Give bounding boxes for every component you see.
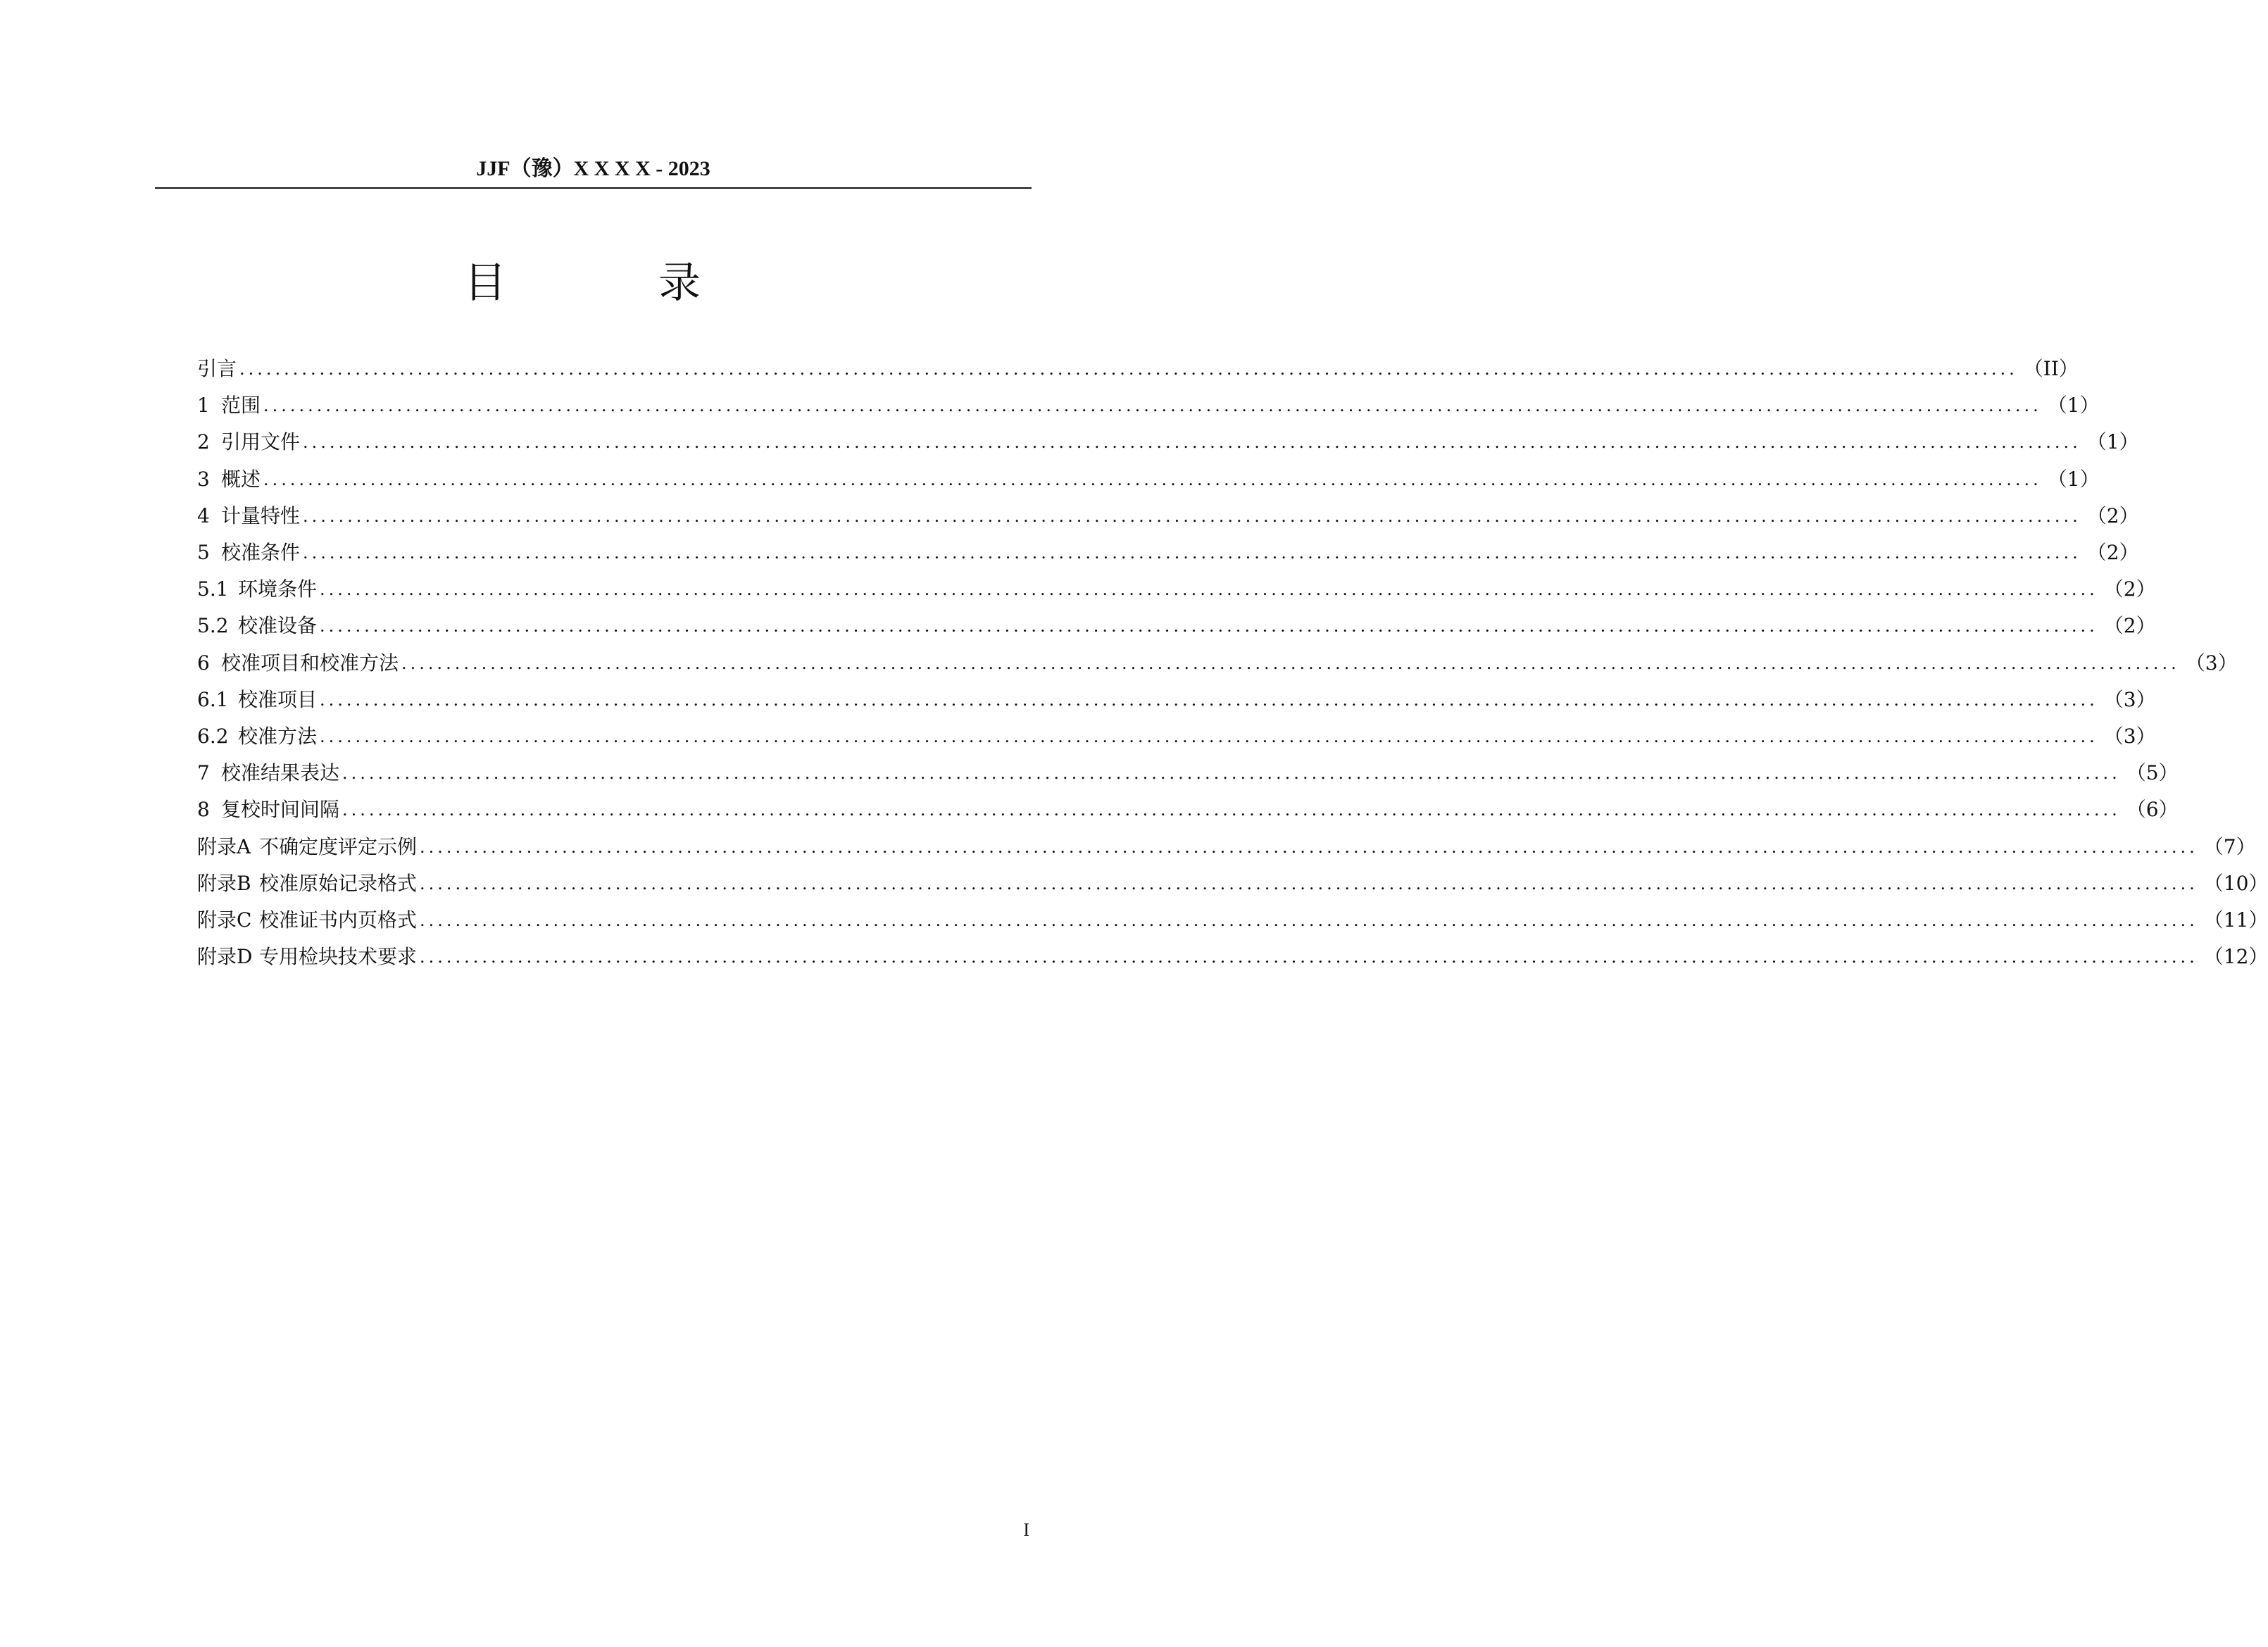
toc-entry-number: 6.2 bbox=[197, 724, 229, 748]
toc-entry-number: 8 bbox=[197, 798, 210, 822]
toc-entry-label bbox=[197, 612, 317, 640]
toc-entry-label bbox=[197, 686, 317, 714]
toc-entry-page: （6） bbox=[2126, 798, 2179, 822]
toc-entry-page: （3） bbox=[2103, 724, 2156, 748]
toc-dot-leader: ........................................................................................................................................................................................................ bbox=[342, 800, 2121, 820]
toc-entry-label bbox=[197, 833, 417, 861]
toc-entry-text: 校准项目 bbox=[238, 687, 318, 711]
toc-dot-leader: ........................................................................................................................................................................................................ bbox=[320, 689, 2098, 710]
toc-entry-page: （1） bbox=[2086, 430, 2139, 454]
toc-dot-leader: ........................................................................................................................................................................................................ bbox=[320, 580, 2098, 600]
toc-entry[interactable] bbox=[197, 498, 2139, 534]
toc-entry-number: 6.1 bbox=[197, 687, 229, 711]
toc-dot-leader: ........................................................................................................................................................................................................ bbox=[420, 910, 2198, 930]
toc-entry[interactable] bbox=[197, 755, 2179, 791]
toc-entry-page: （2） bbox=[2103, 577, 2156, 601]
toc-entry-number: 5 bbox=[197, 541, 210, 565]
toc-entry-number: 附录C bbox=[197, 908, 252, 932]
toc-entry-page: （II） bbox=[2023, 357, 2079, 381]
toc-title bbox=[0, 255, 1165, 311]
toc-dot-leader: ........................................................................................................................................................................................................ bbox=[420, 873, 2198, 894]
toc-entry-page: （3） bbox=[2185, 651, 2238, 675]
toc-entry-label bbox=[197, 465, 261, 494]
toc-entry-text: 不确定度评定示例 bbox=[259, 834, 418, 858]
toc-entry-number: 4 bbox=[197, 503, 210, 527]
toc-entry-number: 附录B bbox=[197, 871, 251, 895]
toc-entry[interactable] bbox=[197, 791, 2179, 828]
toc-dot-leader: ........................................................................................................................................................................................................ bbox=[239, 359, 2018, 380]
toc-entry-text: 范围 bbox=[221, 394, 261, 418]
toc-entry-text: 校准设备 bbox=[238, 614, 318, 638]
toc-dot-leader: ........................................................................................................................................................................................................ bbox=[401, 653, 2180, 673]
toc-entry-page: （2） bbox=[2086, 503, 2139, 527]
toc-entry-text: 校准项目和校准方法 bbox=[221, 651, 399, 675]
toc-entry-number: 3 bbox=[197, 467, 210, 491]
toc-entry-label bbox=[197, 355, 237, 383]
toc-entry-number: 附录A bbox=[197, 834, 251, 858]
toc-entry-text: 校准方法 bbox=[238, 724, 318, 748]
toc-entry-text: 校准证书内页格式 bbox=[259, 908, 418, 932]
toc-entry-number: 5.2 bbox=[197, 614, 229, 638]
toc-entry[interactable] bbox=[197, 534, 2139, 571]
page-number: I bbox=[1023, 1520, 1029, 1540]
toc-entry-label bbox=[197, 870, 417, 898]
toc-entry-text: 计量特性 bbox=[221, 503, 301, 527]
toc-entry-page: （3） bbox=[2103, 687, 2156, 711]
toc-entry[interactable] bbox=[197, 608, 2156, 644]
toc-entry-label bbox=[197, 502, 300, 530]
toc-dot-leader: ........................................................................................................................................................................................................ bbox=[320, 726, 2098, 746]
toc-entry[interactable] bbox=[197, 902, 2268, 939]
toc-entry[interactable] bbox=[197, 939, 2268, 975]
toc-entry[interactable] bbox=[197, 682, 2156, 718]
toc-entry[interactable] bbox=[197, 865, 2268, 902]
toc-entry-text: 环境条件 bbox=[238, 577, 318, 601]
toc-dot-leader: ........................................................................................................................................................................................................ bbox=[342, 763, 2121, 784]
toc-entry-page: （1） bbox=[2047, 394, 2100, 418]
toc-entry-label bbox=[197, 943, 417, 971]
toc-entry-label bbox=[197, 759, 339, 787]
toc-entry-page: （5） bbox=[2126, 761, 2179, 785]
toc-dot-leader: ........................................................................................................................................................................................................ bbox=[420, 837, 2198, 857]
toc-entry-label bbox=[197, 796, 339, 824]
toc-entry[interactable] bbox=[197, 828, 2256, 865]
toc-entry-label bbox=[197, 575, 317, 603]
toc-entry-label bbox=[197, 539, 300, 567]
toc-entry[interactable] bbox=[197, 718, 2156, 755]
toc-entry[interactable] bbox=[197, 645, 2238, 682]
toc-entry-text: 引用文件 bbox=[221, 430, 301, 454]
toc-entry-page: （2） bbox=[2103, 614, 2156, 638]
toc-dot-leader: ........................................................................................................................................................................................................ bbox=[263, 469, 2042, 489]
toc-entry-page: （2） bbox=[2086, 541, 2139, 565]
toc-entry-text: 概述 bbox=[221, 467, 261, 491]
toc-entry-number: 7 bbox=[197, 761, 210, 785]
toc-entry-page: （11） bbox=[2203, 908, 2268, 932]
toc-entry-text: 校准结果表达 bbox=[221, 761, 340, 785]
toc-dot-leader: ........................................................................................................................................................................................................ bbox=[303, 543, 2081, 563]
toc-title-char-1: 目 bbox=[464, 258, 506, 308]
toc-entry-number: 6 bbox=[197, 651, 210, 675]
header-divider bbox=[155, 187, 1032, 189]
toc-entry-page: （10） bbox=[2203, 871, 2268, 895]
toc-title-char-2: 录 bbox=[658, 258, 701, 308]
toc-entry[interactable] bbox=[197, 461, 2100, 498]
toc-entry-text: 校准条件 bbox=[221, 541, 301, 565]
toc-entry-label bbox=[197, 649, 399, 677]
toc-entry-page: （12） bbox=[2203, 945, 2268, 969]
toc-entry[interactable] bbox=[197, 424, 2139, 461]
toc-entry-number: 5.1 bbox=[197, 577, 229, 601]
table-of-contents bbox=[197, 351, 2268, 975]
toc-entry-page: （1） bbox=[2047, 467, 2100, 491]
toc-entry[interactable] bbox=[197, 387, 2100, 424]
toc-entry[interactable] bbox=[197, 571, 2156, 608]
toc-entry-text: 校准原始记录格式 bbox=[259, 871, 418, 895]
toc-entry-label bbox=[197, 428, 300, 456]
toc-entry-number: 附录D bbox=[197, 945, 253, 969]
toc-dot-leader: ........................................................................................................................................................................................................ bbox=[263, 396, 2042, 416]
toc-dot-leader: ........................................................................................................................................................................................................ bbox=[320, 616, 2098, 637]
toc-entry-text: 引言 bbox=[197, 357, 237, 381]
toc-entry[interactable] bbox=[197, 351, 2079, 387]
toc-entry-page: （7） bbox=[2203, 834, 2256, 858]
toc-entry-label bbox=[197, 392, 261, 420]
toc-entry-number: 2 bbox=[197, 430, 210, 454]
toc-dot-leader: ........................................................................................................................................................................................................ bbox=[420, 947, 2198, 967]
toc-entry-text: 复校时间间隔 bbox=[221, 798, 340, 822]
toc-entry-label bbox=[197, 906, 417, 934]
toc-dot-leader: ........................................................................................................................................................................................................ bbox=[303, 432, 2081, 453]
document-code-header: JJF（豫）X X X X - 2023 bbox=[476, 157, 710, 180]
toc-entry-number: 1 bbox=[197, 394, 210, 418]
toc-entry-label bbox=[197, 722, 317, 751]
toc-dot-leader: ........................................................................................................................................................................................................ bbox=[303, 506, 2081, 526]
toc-entry-text: 专用检块技术要求 bbox=[259, 945, 418, 969]
